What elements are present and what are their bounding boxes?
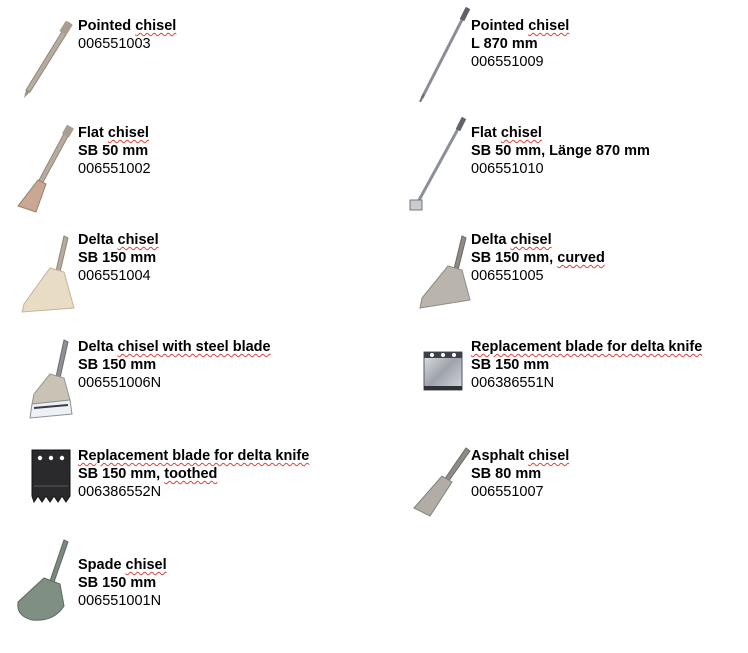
long-pointed-chisel-icon [416, 6, 472, 102]
product-spec: SB 80 mm [471, 466, 542, 482]
product-spec: SB 150 mm [78, 357, 157, 373]
product-name: Pointed chisel [471, 18, 570, 34]
product-name: Delta chisel [471, 232, 552, 248]
product-spec: L 870 mm [471, 36, 538, 52]
product-name: Flat chisel [471, 125, 542, 141]
asphalt-chisel-icon [412, 446, 472, 518]
flat-chisel-icon [14, 124, 76, 214]
toothed-replacement-blade-icon [28, 446, 74, 508]
product-code: 006551005 [471, 268, 544, 284]
product-name: Delta chisel with steel blade [78, 339, 271, 355]
product-code: 006551007 [471, 484, 544, 500]
product-code: 006551006N [78, 375, 162, 391]
replacement-blade-icon [422, 348, 464, 394]
product-code: 006386552N [78, 484, 162, 500]
product-code: 006551002 [78, 161, 151, 177]
product-code: 006551001N [78, 593, 162, 609]
curved-delta-chisel-icon [416, 234, 472, 312]
product-code: 006551003 [78, 36, 151, 52]
product-code: 006551010 [471, 161, 544, 177]
product-name: Spade chisel [78, 557, 167, 573]
product-spec: SB 150 mm [78, 250, 157, 266]
delta-chisel-icon [20, 234, 76, 314]
product-spec: SB 150 mm [471, 357, 550, 373]
product-name: Replacement blade for delta knife [471, 339, 703, 355]
product-spec: SB 150 mm, curved [471, 250, 605, 266]
product-name: Asphalt chisel [471, 448, 570, 464]
product-name: Flat chisel [78, 125, 149, 141]
pointed-chisel-icon [18, 20, 74, 98]
product-name: Pointed chisel [78, 18, 177, 34]
product-spec: SB 150 mm, toothed [78, 466, 218, 482]
product-code: 006386551N [471, 375, 555, 391]
product-code: 006551004 [78, 268, 151, 284]
product-name: Replacement blade for delta knife [78, 448, 310, 464]
product-spec: SB 50 mm, Länge 870 mm [471, 143, 650, 159]
delta-chisel-steel-blade-icon [26, 338, 74, 420]
product-spec: SB 50 mm [78, 143, 149, 159]
product-name: Delta chisel [78, 232, 159, 248]
product-spec: SB 150 mm [78, 575, 157, 591]
long-flat-chisel-icon [406, 116, 468, 214]
spade-chisel-icon [14, 538, 72, 624]
product-code: 006551009 [471, 54, 544, 70]
